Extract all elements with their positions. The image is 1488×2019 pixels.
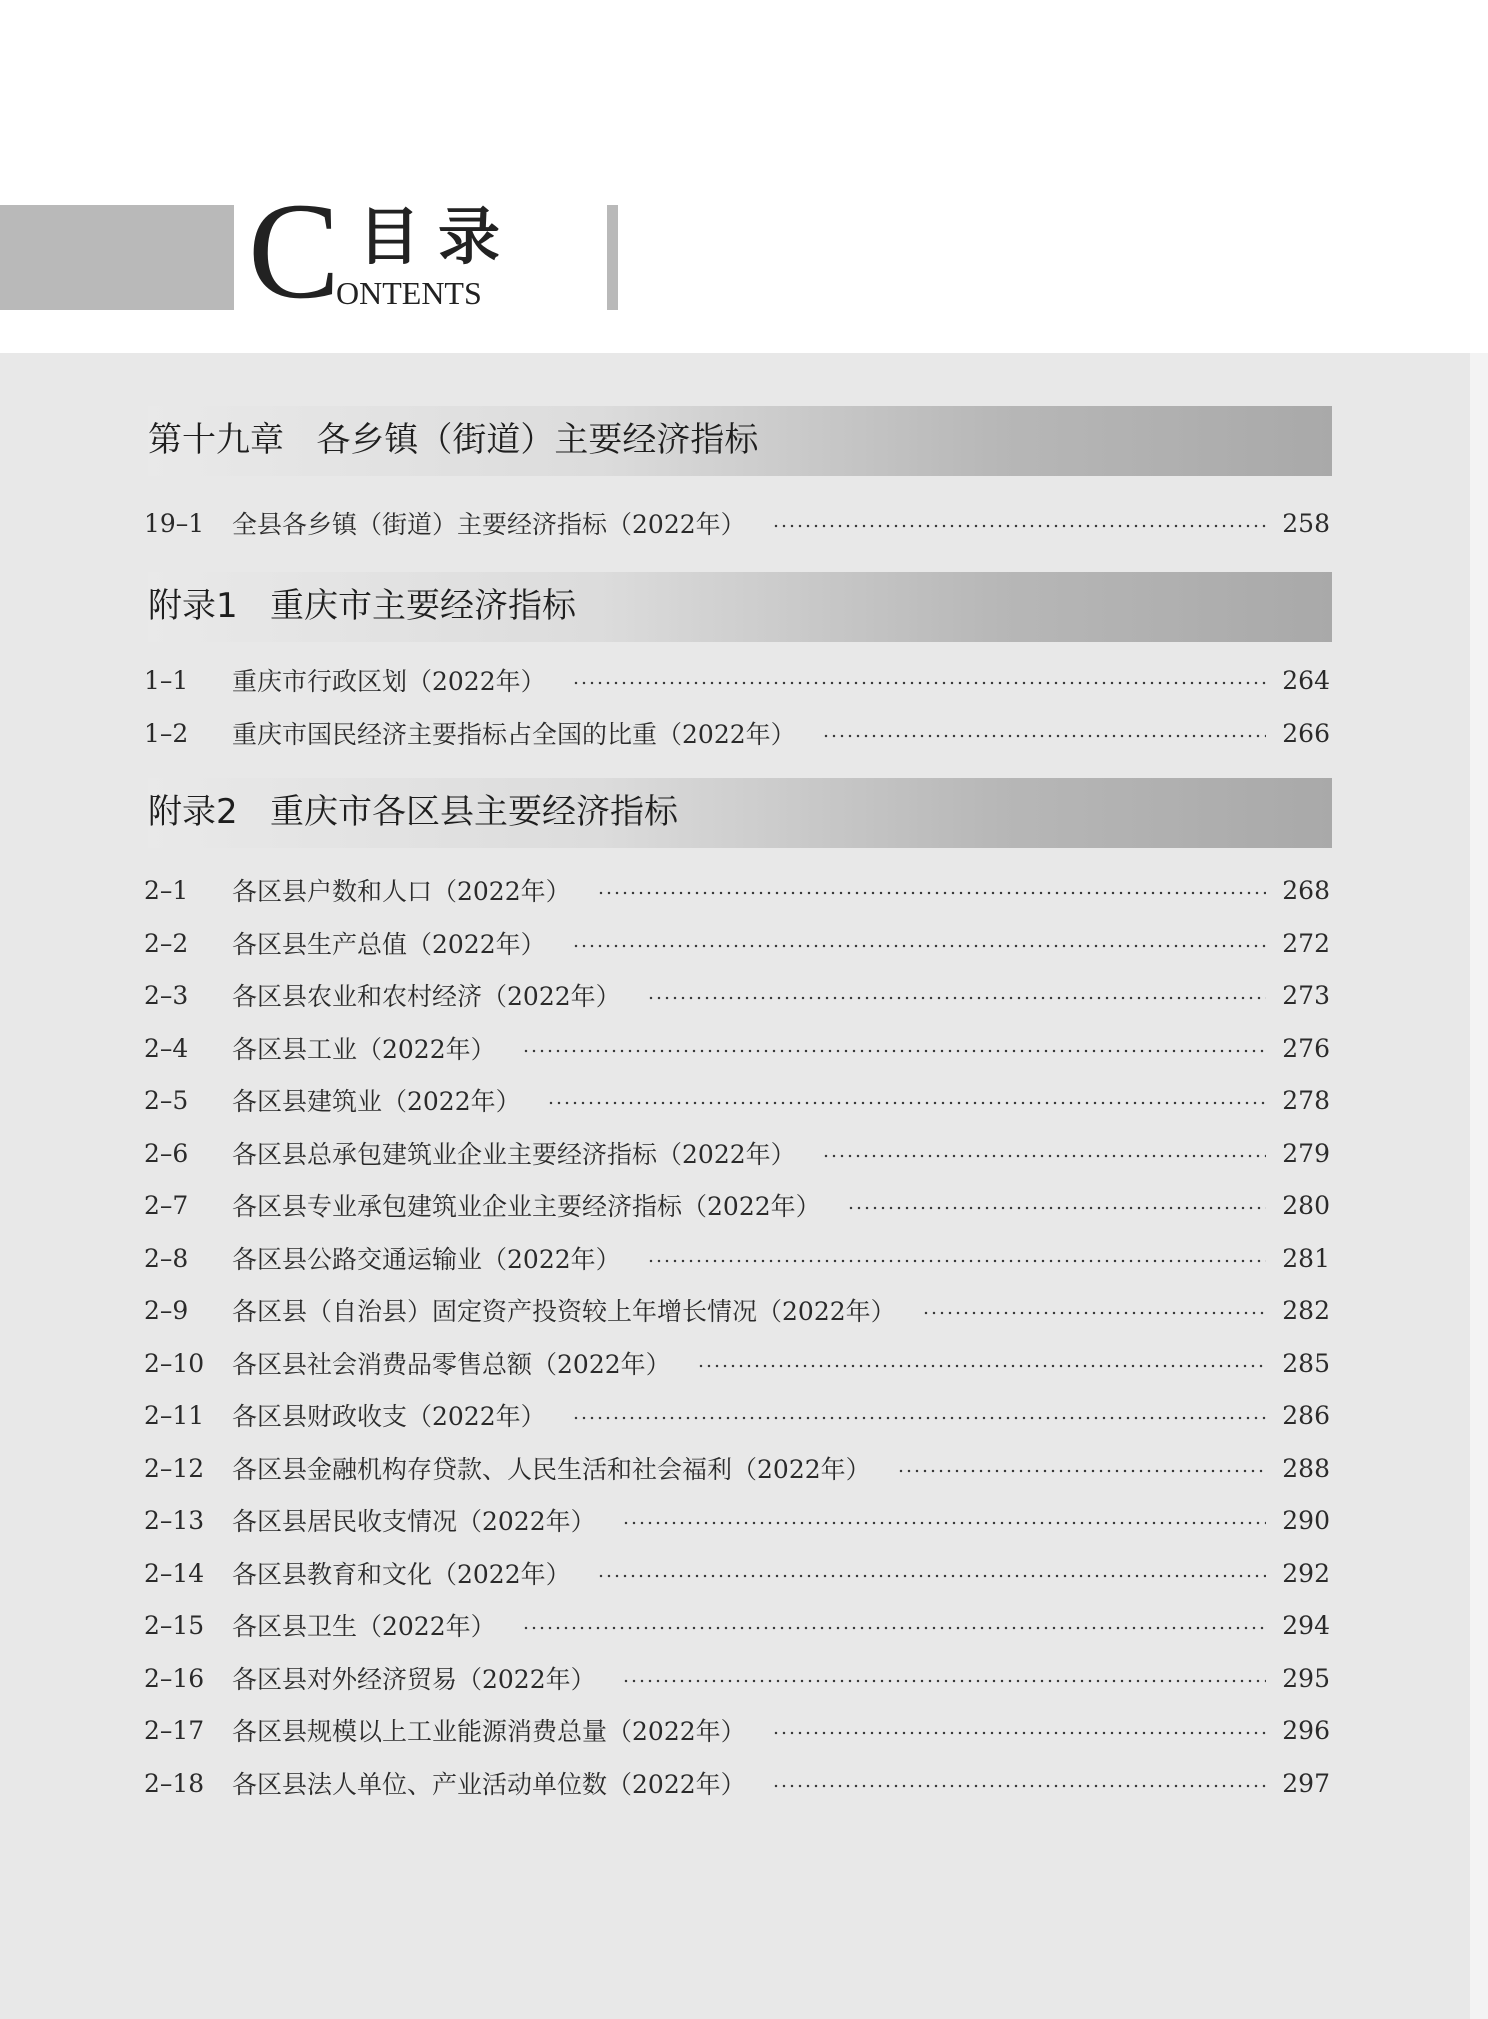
entry-page: 285 [1282,1348,1330,1378]
entry-number: 2–8 [144,1243,189,1273]
dot-leader [622,1679,1267,1683]
dot-leader [647,996,1267,1000]
entry-page: 278 [1282,1085,1330,1115]
entry-title: 重庆市国民经济主要指标占全国的比重（2022年） [232,720,796,749]
dot-leader [822,1154,1267,1158]
entry-page: 280 [1282,1190,1330,1220]
entry-number: 2–13 [144,1505,205,1535]
dot-leader [597,891,1267,895]
entry-title: 各区县财政收支（2022年） [232,1402,546,1431]
entry-title: 各区县工业（2022年） [232,1035,496,1064]
dot-leader [772,1784,1267,1788]
toc-entry[interactable] [144,503,1330,543]
entry-title: 各区县专业承包建筑业企业主要经济指标（2022年） [232,1192,821,1221]
entry-number: 2–5 [144,1085,189,1115]
toc-entry[interactable] [144,1395,1330,1435]
toc-entry[interactable] [144,870,1330,910]
chapter-heading [148,406,1332,476]
entry-number: 2–9 [144,1295,189,1325]
entry-page: 276 [1282,1033,1330,1063]
entry-page: 286 [1282,1400,1330,1430]
dot-leader [647,1259,1267,1263]
entry-page: 279 [1282,1138,1330,1168]
entry-title: 各区县对外经济贸易（2022年） [232,1665,596,1694]
toc-entry[interactable] [144,1290,1330,1330]
entry-title: 各区县建筑业（2022年） [232,1087,521,1116]
dot-leader [572,944,1267,948]
toc-entry[interactable] [144,1763,1330,1803]
entry-title: 各区县农业和农村经济（2022年） [232,982,621,1011]
header-bar-left [0,205,234,310]
toc-entry[interactable] [144,1448,1330,1488]
entry-title: 各区县公路交通运输业（2022年） [232,1245,621,1274]
contents-logo [248,174,598,327]
entry-number: 2–3 [144,980,189,1010]
entry-number: 2–12 [144,1453,205,1483]
toc-entry[interactable] [144,1080,1330,1120]
dot-leader [897,1469,1267,1473]
entry-title: 各区县法人单位、产业活动单位数（2022年） [232,1770,746,1799]
toc-entry[interactable] [144,975,1330,1015]
dot-leader [572,1416,1267,1420]
entry-number: 2–18 [144,1768,205,1798]
entry-page: 282 [1282,1295,1330,1325]
toc-entry[interactable] [144,660,1330,700]
entry-number: 2–2 [144,928,189,958]
entry-number: 2–4 [144,1033,189,1063]
entry-title: 各区县卫生（2022年） [232,1612,496,1641]
dot-leader [597,1574,1267,1578]
dot-leader [622,1521,1267,1525]
entry-page: 258 [1282,508,1330,538]
entry-number: 2–16 [144,1663,205,1693]
entry-page: 295 [1282,1663,1330,1693]
entry-page: 273 [1282,980,1330,1010]
entry-page: 292 [1282,1558,1330,1588]
entry-number: 19–1 [144,508,205,538]
logo-initial: C [248,174,341,327]
page-edge [1470,353,1488,2019]
entry-title: 各区县教育和文化（2022年） [232,1560,571,1589]
entry-number: 2–14 [144,1558,205,1588]
entry-number: 1–2 [144,718,189,748]
dot-leader [847,1206,1267,1210]
chapter-title: 第十九章 各乡镇（街道）主要经济指标 [148,420,759,460]
dot-leader [822,734,1267,738]
page-title-zh: 目录 [358,200,519,273]
page-title-en: ONTENTS [336,275,482,311]
dot-leader [572,681,1267,685]
toc-entry[interactable] [144,1500,1330,1540]
toc-entry[interactable] [144,1658,1330,1698]
entry-page: 266 [1282,718,1330,748]
entry-page: 294 [1282,1610,1330,1640]
entry-number: 2–1 [144,875,189,905]
entry-page: 272 [1282,928,1330,958]
entry-title: 各区县（自治县）固定资产投资较上年增长情况（2022年） [232,1297,896,1326]
entry-page: 296 [1282,1715,1330,1745]
entry-page: 264 [1282,665,1330,695]
dot-leader [522,1049,1267,1053]
entry-page: 290 [1282,1505,1330,1535]
dot-leader [922,1311,1267,1315]
entry-title: 各区县规模以上工业能源消费总量（2022年） [232,1717,746,1746]
entry-page: 268 [1282,875,1330,905]
entry-number: 2–6 [144,1138,189,1168]
toc-entry[interactable] [144,713,1330,753]
entry-number: 1–1 [144,665,189,695]
toc-entry[interactable] [144,1185,1330,1225]
toc-entry[interactable] [144,1028,1330,1068]
entry-number: 2–11 [144,1400,205,1430]
dot-leader [522,1626,1267,1630]
chapter-title: 附录2 重庆市各区县主要经济指标 [148,792,679,832]
entry-number: 2–7 [144,1190,189,1220]
entry-number: 2–10 [144,1348,205,1378]
entry-title: 各区县社会消费品零售总额（2022年） [232,1350,671,1379]
chapter-title: 附录1 重庆市主要经济指标 [148,586,577,626]
entry-title: 全县各乡镇（街道）主要经济指标（2022年） [232,510,746,539]
toc-entry[interactable] [144,923,1330,963]
entry-number: 2–15 [144,1610,205,1640]
entry-title: 各区县金融机构存贷款、人民生活和社会福利（2022年） [232,1455,871,1484]
entry-title: 各区县总承包建筑业企业主要经济指标（2022年） [232,1140,796,1169]
toc-entry[interactable] [144,1553,1330,1593]
dot-leader [697,1364,1267,1368]
chapter-heading [148,778,1332,848]
dot-leader [772,1731,1267,1735]
entry-title: 各区县户数和人口（2022年） [232,877,571,906]
toc-entry[interactable] [144,1238,1330,1278]
dot-leader [547,1101,1267,1105]
toc-entry[interactable] [144,1710,1330,1750]
header-bar-right [607,205,618,310]
entry-number: 2–17 [144,1715,205,1745]
entry-page: 281 [1282,1243,1330,1273]
toc-entry[interactable] [144,1133,1330,1173]
entry-title: 各区县居民收支情况（2022年） [232,1507,596,1536]
toc-entry[interactable] [144,1343,1330,1383]
chapter-heading [148,572,1332,642]
entry-title: 重庆市行政区划（2022年） [232,667,546,696]
entry-page: 288 [1282,1453,1330,1483]
toc-entry[interactable] [144,1605,1330,1645]
dot-leader [772,524,1267,528]
entry-page: 297 [1282,1768,1330,1798]
entry-title: 各区县生产总值（2022年） [232,930,546,959]
